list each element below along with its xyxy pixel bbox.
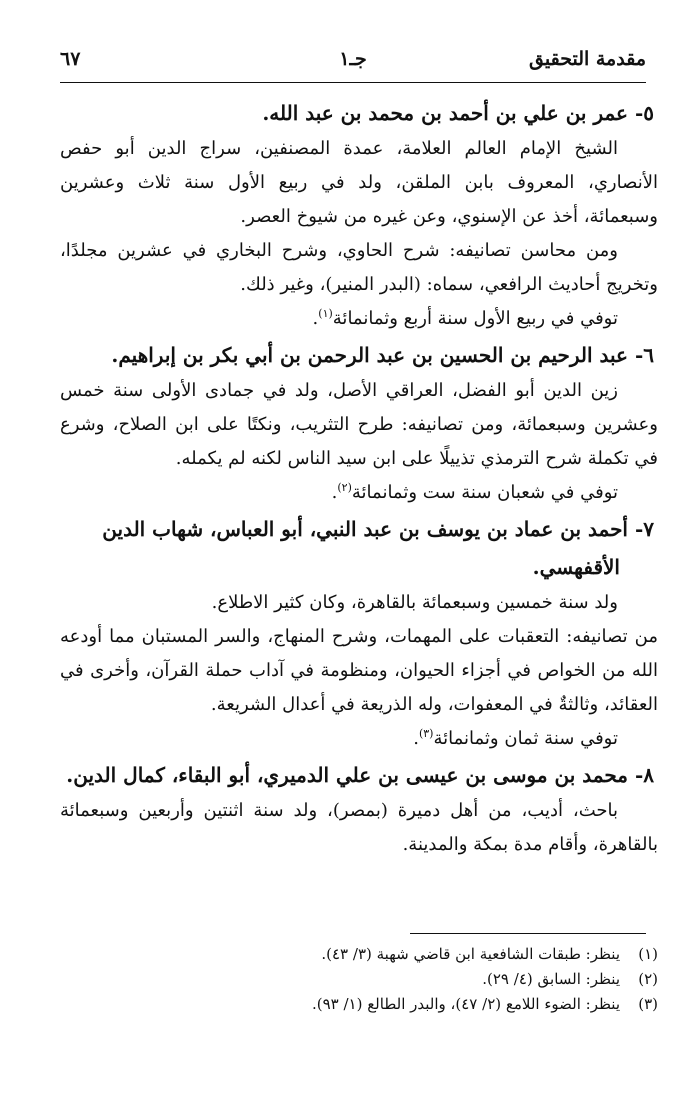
footnote-number: (٢) bbox=[638, 970, 658, 988]
footnotes bbox=[60, 942, 658, 1017]
header-divider bbox=[60, 82, 646, 83]
entry-7-paragraph-1: ولد سنة خمسين وسبعمائة بالقاهرة، وكان كثير الاطلاع. bbox=[211, 592, 618, 613]
page-body bbox=[60, 94, 658, 862]
entry-5-death: توفي في ربيع الأول سنة أربع وثمانمائة$^{(١)}$. bbox=[312, 307, 618, 329]
entry-title-7: ٧- أحمد بن عماد بن يوسف بن عبد النبي، أبو العباس، شهاب الدين bbox=[102, 517, 654, 541]
entry-title-8: ٨- محمد بن موسى بن عيسى بن علي الدميري، أبو البقاء، كمال الدين. bbox=[66, 763, 654, 787]
footnote-text: ينظر: الضوء اللامع (٢/ ٤٧)، والبدر الطالع (١/ ٩٣). bbox=[311, 995, 620, 1013]
footnote-2 bbox=[60, 967, 658, 992]
footnote-text: ينظر: طبقات الشافعية ابن قاضي شهبة (٣/ ٤٣). bbox=[321, 945, 620, 963]
page-header bbox=[60, 44, 646, 78]
page-number: ٦٧ bbox=[60, 48, 81, 70]
entry-5-paragraph-1: الشيخ الإمام العالم العلامة، عمدة المصنفين، سراج الدين أبو حفص الأنصاري، المعروف بابن الملقن، ولد في ربيع الأول سنة ثلاث وعشرين وسبعمائة، أخذ عن الإسنوي، وعن غيره من شيوخ العصر. bbox=[60, 138, 658, 227]
footnote-divider bbox=[410, 933, 646, 934]
entry-7-paragraph-2: من تصانيفه: التعقبات على المهمات، وشرح المنهاج، والسر المستبان مما أودعه الله من الخواص في أجزاء الحيوان، ومنظومة في آداب حملة القرآن، وأخرى في العقائد، وثالثةٌ في المعفوات، وله الذريعة في أعدال الشريعة. bbox=[60, 626, 658, 715]
footnote-number: (٣) bbox=[638, 995, 658, 1013]
entry-6-death-text: توفي في شعبان سنة ست وثمانمائة bbox=[351, 482, 618, 503]
running-title: مقدمة التحقيق bbox=[529, 48, 646, 70]
entry-title-5: ٥- عمر بن علي بن أحمد بن محمد بن عبد الله. bbox=[262, 101, 654, 125]
entry-8-paragraph-1: باحث، أديب، من أهل دميرة (بمصر)، ولد سنة اثنتين وأربعين وسبعمائة بالقاهرة، وأقام مدة بمكة والمدينة. bbox=[60, 800, 658, 855]
footnote-3 bbox=[60, 992, 658, 1017]
entry-6-paragraph-1: زين الدين أبو الفضل، العراقي الأصل، ولد في جمادى الأولى سنة خمس وعشرين وسبعمائة، ومن تصانيفه: طرح التثريب، ونكتًا على ابن الصلاح، وشرع في تكملة شرح الترمذي تذييلًا على ابن سيد الناس لكنه لم يكمله. bbox=[60, 380, 658, 469]
entry-title-6: ٦- عبد الرحيم بن الحسين بن عبد الرحمن بن أبي بكر بن إبراهيم. bbox=[111, 343, 654, 367]
footnote-1 bbox=[60, 942, 658, 967]
entry-6-death: توفي في شعبان سنة ست وثمانمائة$^{(٢)}$. bbox=[331, 481, 618, 503]
footnote-ref-1: (١) bbox=[318, 307, 333, 320]
entry-7-death-text: توفي سنة ثمان وثمانمائة bbox=[433, 728, 618, 749]
footnote-ref-2: (٢) bbox=[337, 481, 352, 494]
footnote-text: ينظر: السابق (٤/ ٢٩). bbox=[482, 970, 620, 988]
footnote-number: (١) bbox=[638, 945, 658, 963]
entry-5-paragraph-2: ومن محاسن تصانيفه: شرح الحاوي، وشرح البخاري في عشرين مجلدًا، وتخريج أحاديث الرافعي، سماه: (البدر المنير)، وغير ذلك. bbox=[60, 240, 658, 295]
footnote-ref-3: (٣) bbox=[418, 727, 434, 740]
entry-5-death-text: توفي في ربيع الأول سنة أربع وثمانمائة bbox=[332, 308, 618, 329]
volume-indicator: جـ١ bbox=[339, 48, 367, 70]
entry-7-death: توفي سنة ثمان وثمانمائة$^{(٣)}$. bbox=[413, 727, 618, 749]
entry-title-7-continued: الأقفهسي. bbox=[532, 555, 620, 579]
